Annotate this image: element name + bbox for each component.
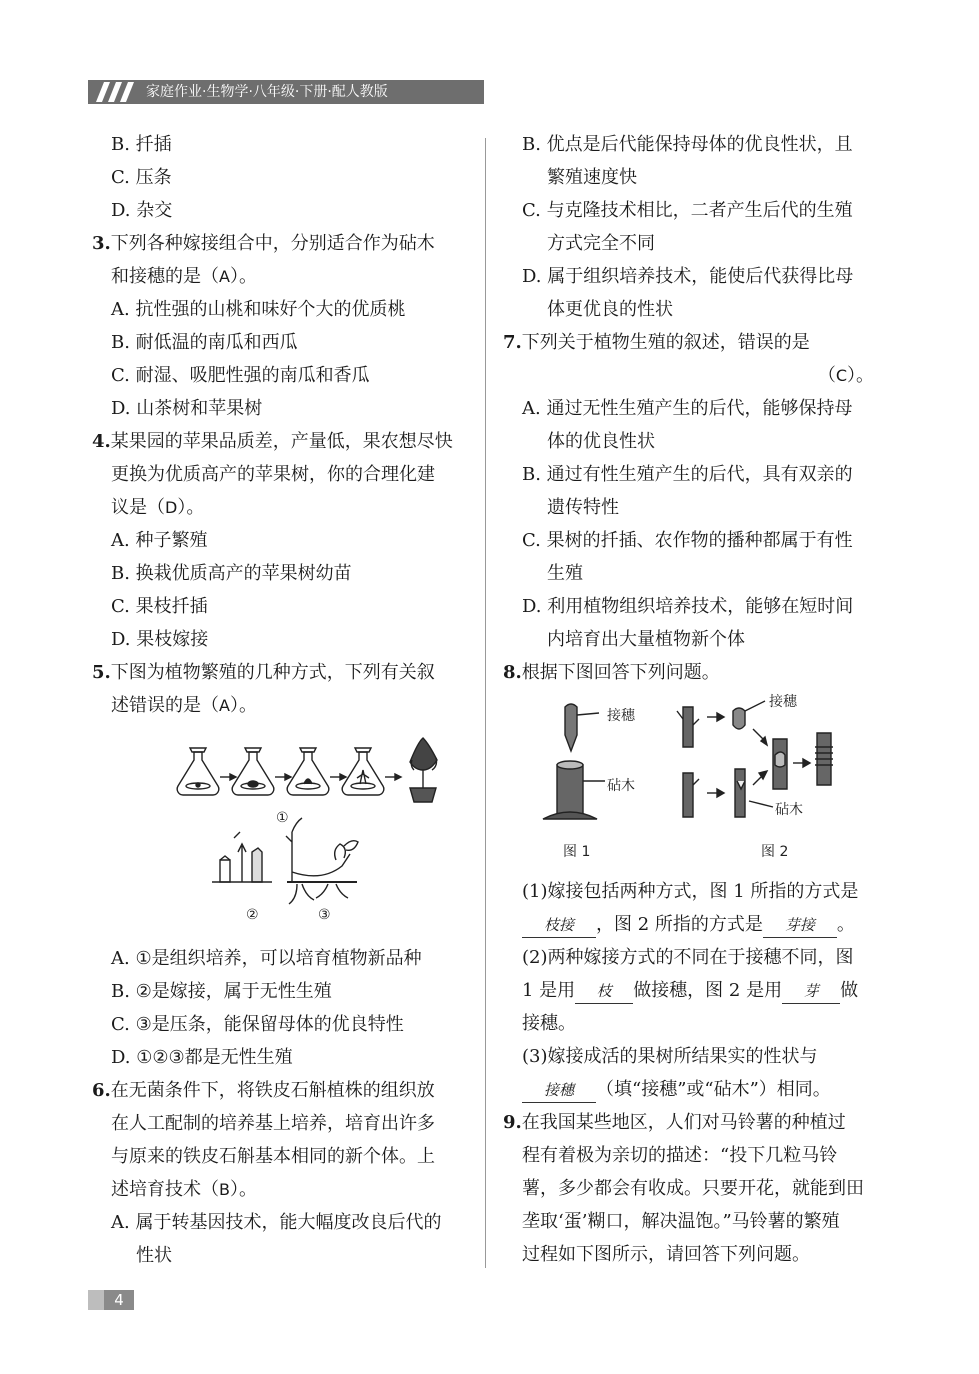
q7-stem-line-1: 7.下列关于植物生殖的叙述，错误的是 <box>503 332 810 353</box>
q5-figure <box>92 722 472 942</box>
q6-option-c-line-1: C. 与克隆技术相比，二者产生后代的生殖 <box>522 200 853 221</box>
q4-option-c: C. 果枝扦插 <box>111 596 208 617</box>
fig2-joined-icon <box>773 739 787 789</box>
column-divider <box>485 138 486 1268</box>
fig1-stock-label: 砧木 <box>607 778 635 794</box>
page-header <box>88 80 484 104</box>
q5-option-b: B. ②是嫁接，属于无性生殖 <box>111 981 332 1002</box>
q4-option-b: B. 换栽优质高产的苹果树幼苗 <box>111 563 352 584</box>
flask-3-icon <box>287 748 329 795</box>
q8-part-2-line-1: (2)两种嫁接方式的不同在于接穗不同，图 <box>522 947 854 968</box>
q3-number: 3. <box>92 233 111 254</box>
q8-part-2-line-3: 接穗。 <box>522 1013 576 1034</box>
q8-answer-branch: 枝 <box>575 979 633 1004</box>
q6-option-d-line-1: D. 属于组织培养技术，能使后代获得比母 <box>522 266 854 287</box>
q7-answer-line: （C）。 <box>817 365 874 386</box>
header-title: 家庭作业·生物学·八年级·下册·配人教版 <box>146 84 388 100</box>
q2-option-c: C. 压条 <box>111 167 172 188</box>
q3-option-a: A. 抗性强的山桃和味好个大的优质桃 <box>111 299 406 320</box>
q8-figure <box>503 689 888 875</box>
q6-option-a-line-2: 性状 <box>136 1245 172 1266</box>
q6-stem-line-4: 述培育技术（B）。 <box>111 1179 257 1200</box>
q3-stem-line-2: 和接穗的是（A）。 <box>111 266 257 287</box>
q6-option-b-line-2: 繁殖速度快 <box>547 167 637 188</box>
q5-option-a: A. ①是组织培养，可以培育植物新品种 <box>111 948 422 969</box>
fig2-cut-stock-icon <box>735 769 745 817</box>
q6-option-d-line-2: 体更优良的性状 <box>547 299 673 320</box>
q3-stem-line-1: 3.下列各种嫁接组合中，分别适合作为砧木 <box>92 233 435 254</box>
page-number: 4 <box>104 1290 134 1310</box>
q7-option-b-line-1: B. 通过有性生殖产生的后代，具有双亲的 <box>522 464 853 485</box>
q6-option-b-line-1: B. 优点是后代能保持母体的优良性状，且 <box>522 134 853 155</box>
slash-decoration-icon <box>88 80 138 104</box>
q6-option-c-line-2: 方式完全不同 <box>547 233 655 254</box>
fig-label-2: ② <box>246 907 259 923</box>
q4-option-a: A. 种子繁殖 <box>111 530 208 551</box>
q4-answer: D <box>165 498 178 517</box>
q8-part-2-line-2: 1 是用 枝 做接穗，图 2 是用 芽 做 <box>503 974 888 1007</box>
q3-option-b: B. 耐低温的南瓜和西瓜 <box>111 332 298 353</box>
left-column <box>92 128 472 1272</box>
q7-option-b-line-2: 遗传特性 <box>547 497 619 518</box>
q8-answer-scion: 接穗 <box>522 1078 596 1103</box>
grafting-diagram <box>503 689 888 875</box>
flask-1-icon <box>177 748 219 795</box>
q7-option-c-line-2: 生殖 <box>547 563 583 584</box>
q4-stem-line-3: 议是（D）。 <box>111 497 205 518</box>
q3-option-d: D. 山茶树和苹果树 <box>111 398 263 419</box>
fig1-caption: 图 1 <box>563 844 591 860</box>
q5-answer: A <box>219 696 230 715</box>
fig1-scion-icon <box>565 704 599 751</box>
q8-part-3-line-2: 接穗 （填“接穗”或“砧木”）相同。 <box>503 1073 888 1106</box>
fig2-bound-icon <box>815 733 833 785</box>
q7-number: 7. <box>503 332 522 353</box>
q7-option-d-line-1: D. 利用植物组织培养技术，能够在短时间 <box>522 596 854 617</box>
q9-number: 9. <box>503 1112 522 1133</box>
fig2-bud-icon <box>733 701 765 729</box>
q4-option-d: D. 果枝嫁接 <box>111 629 209 650</box>
q8-number: 8. <box>503 662 522 683</box>
fig2-branch-1-icon <box>677 707 699 747</box>
q6-stem-line-1: 6.在无菌条件下，将铁皮石斛植株的组织放 <box>92 1080 435 1101</box>
q8-answer-bud: 芽 <box>782 979 840 1004</box>
fig1-stock-icon <box>543 761 605 819</box>
q6-stem-line-3: 与原来的铁皮石斛基本相同的新个体。上 <box>111 1146 435 1167</box>
fig-label-3: ③ <box>318 907 331 923</box>
q9-stem-line-3: 薯，多少都会有收成。只要开花，就能到田 <box>522 1178 864 1199</box>
q8-part-1-line-2: 枝接 ，图 2 所指的方式是 芽接 。 <box>503 908 888 941</box>
q7-option-a-line-1: A. 通过无性生殖产生的后代，能够保持母 <box>522 398 853 419</box>
flask-2-icon <box>232 748 274 795</box>
fig2-stock-label: 砧木 <box>775 802 803 818</box>
flask-4-icon <box>342 748 384 795</box>
q6-number: 6. <box>92 1080 111 1101</box>
fig2-scion-label: 接穗 <box>769 694 797 710</box>
right-column <box>503 128 888 1271</box>
layering-illustration <box>286 818 358 904</box>
fig1-scion-label: 接穗 <box>607 708 635 724</box>
q7-option-c-line-1: C. 果树的扦插、农作物的播种都属于有性 <box>522 530 853 551</box>
q4-stem-line-2: 更换为优质高产的苹果树，你的合理化建 <box>111 464 435 485</box>
fig-label-1: ① <box>276 810 289 826</box>
q6-stem-line-2: 在人工配制的培养基上培养，培育出许多 <box>111 1113 435 1134</box>
q7-option-d-line-2: 内培育出大量植物新个体 <box>547 629 745 650</box>
q9-stem-line-1: 9.在我国某些地区，人们对马铃薯的种植过 <box>503 1112 846 1133</box>
fig2-caption: 图 2 <box>761 844 789 860</box>
q8-answer-bud-grafting: 芽接 <box>763 913 837 938</box>
q3-option-c: C. 耐湿、吸肥性强的南瓜和香瓜 <box>111 365 370 386</box>
q9-stem-line-2: 程有着极为亲切的描述：“投下几粒马铃 <box>522 1145 838 1166</box>
tissue-culture-illustration <box>92 722 472 942</box>
q2-option-d: D. 杂交 <box>111 200 173 221</box>
q3-answer: A <box>219 267 230 286</box>
q8-stem: 8.根据下图回答下列问题。 <box>503 662 720 683</box>
fig2-stock-icon <box>683 773 699 817</box>
potted-plant-icon <box>410 738 437 802</box>
q8-part-3-line-1: (3)嫁接成活的果树所结果实的性状与 <box>522 1046 818 1067</box>
q8-answer-branch-grafting: 枝接 <box>522 913 596 938</box>
q2-option-b: B. 扦插 <box>111 134 172 155</box>
q5-stem-line-1: 5.下图为植物繁殖的几种方式，下列有关叙 <box>92 662 435 683</box>
q9-stem-line-5: 过程如下图所示，请回答下列问题。 <box>522 1244 810 1265</box>
q6-option-a-line-1: A. 属于转基因技术，能大幅度改良后代的 <box>111 1212 442 1233</box>
q7-answer: C <box>835 366 847 385</box>
q7-option-a-line-2: 体的优良性状 <box>547 431 655 452</box>
q4-stem-line-1: 4.某果园的苹果品质差，产量低，果农想尽快 <box>92 431 453 452</box>
q9-stem-line-4: 垄取‘蛋’糊口，解决温饱。”马铃薯的繁殖 <box>522 1211 840 1232</box>
q4-number: 4. <box>92 431 111 452</box>
q5-option-c: C. ③是压条，能保留母体的优良特性 <box>111 1014 404 1035</box>
q6-answer: B <box>219 1180 230 1199</box>
q8-part-1-line-1: (1)嫁接包括两种方式，图 1 所指的方式是 <box>522 881 859 902</box>
q5-stem-line-2: 述错误的是（A）。 <box>111 695 257 716</box>
grafting-illustration <box>212 832 272 882</box>
q5-number: 5. <box>92 662 111 683</box>
q5-option-d: D. ①②③都是无性生殖 <box>111 1047 293 1068</box>
